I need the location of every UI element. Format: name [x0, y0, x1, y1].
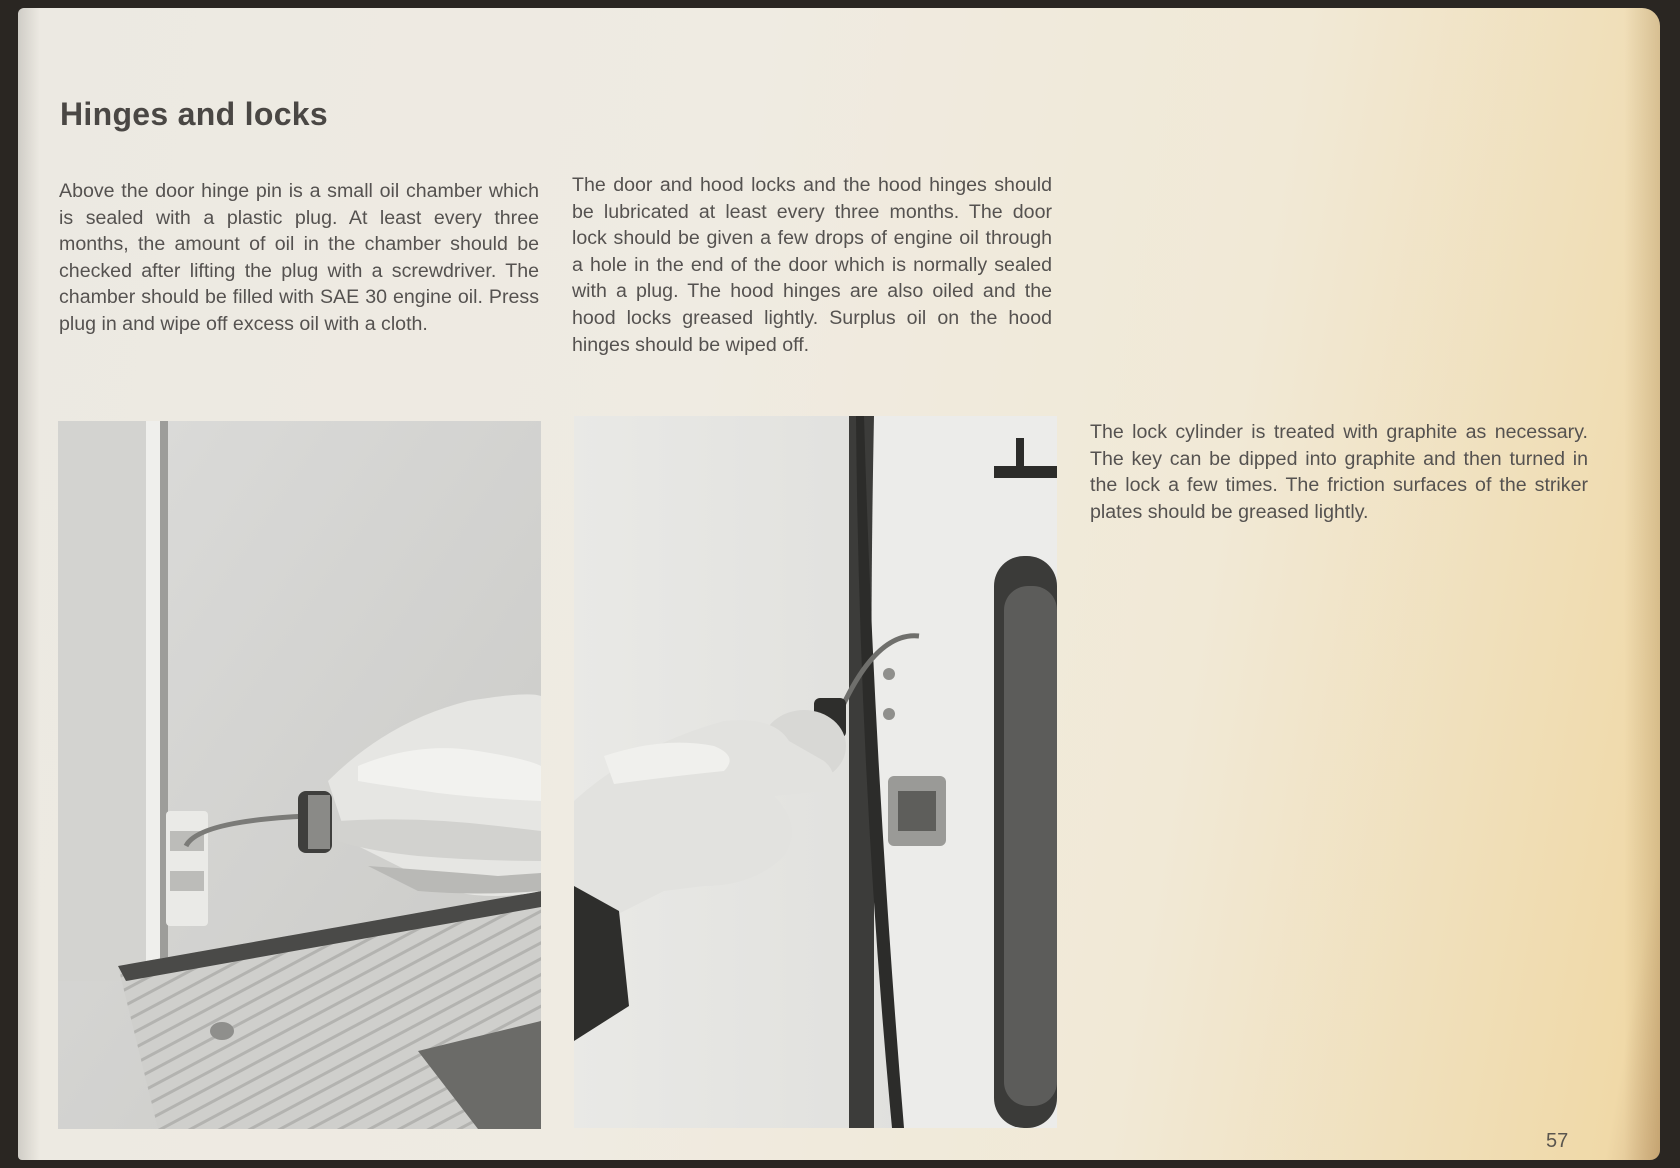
photo-oiling-door-hinge: [58, 421, 541, 1129]
paragraph-lock-cylinder: The lock cylinder is treated with graphite as necessary. The key can be dipped into graphite and then turned in the lock a few times. The friction surfaces of the striker plates should be greased lightly.: [1090, 421, 1588, 523]
manual-page: [18, 8, 1660, 1160]
paragraph-door-hood-locks: The door and hood locks and the hood hinges should be lubricated at least every three months. The door lock should be given a few drops of engine oil through a hole in the end of the door which is normally sealed with a plug. The hood hinges are also oiled and the hood locks greased lightly. Surplus oil on the hood hinges should be wiped off.: [572, 174, 1052, 356]
page-number: 57: [1546, 1130, 1569, 1152]
page-title: Hinges and locks: [60, 96, 328, 132]
paragraph-door-hinge-oil: Above the door hinge pin is a small oil chamber which is sealed with a plastic plug. At least every three months, the amount of oil in the chamber should be checked after lifting the plug with a screwdriver. The chamber should be filled with SAE 30 engine oil. Press plug in and wipe off excess oil with a cloth.: [59, 180, 539, 335]
photo-oiling-door-lock: [574, 416, 1057, 1128]
